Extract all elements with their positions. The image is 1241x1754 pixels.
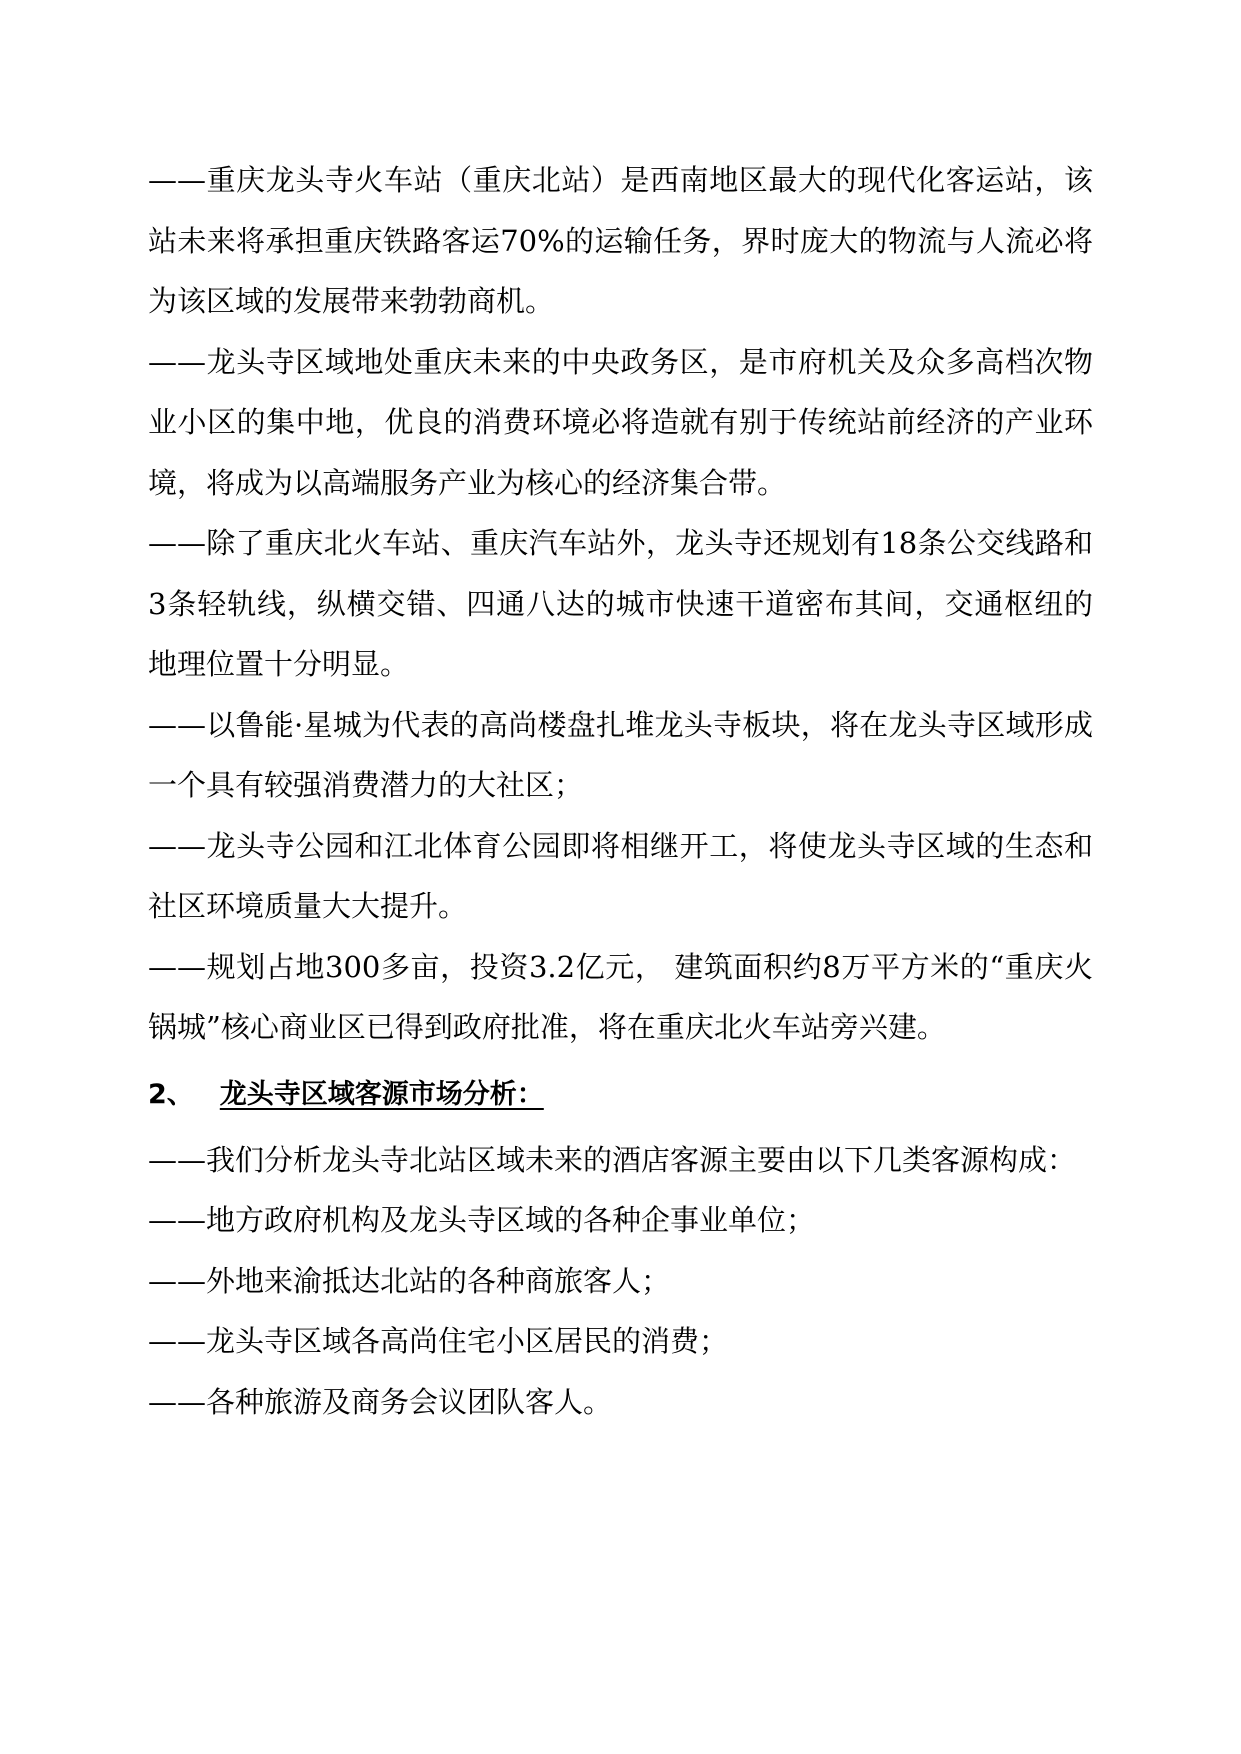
section-number: 2、: [148, 1078, 194, 1110]
paragraph-hotpot-city: ——规划占地300多亩，投资3.2亿元， 建筑面积约8万平方米的“重庆火锅城”核心商业区已得到政府批准，将在重庆北火车站旁兴建。: [148, 949, 1093, 1044]
section-title: 龙头寺区域客源市场分析：: [219, 1078, 544, 1110]
list-item: ——龙头寺区域各高尚住宅小区居民的消费；: [148, 1324, 729, 1358]
paragraph-source-intro: ——我们分析龙头寺北站区域未来的酒店客源主要由以下几类客源构成：: [148, 1142, 1077, 1177]
paragraph-transport-hub: ——除了重庆北火车站、重庆汽车站外，龙头寺还规划有18条公交线路和3条轻轨线，纵横交错、四通八达的城市快速干道密布其间，交通枢纽的地理位置十分明显。: [148, 526, 1093, 681]
list-item: ——地方政府机构及龙头寺区域的各种企事业单位；: [148, 1203, 816, 1237]
paragraph-luneng-star-city: ——以鲁能·星城为代表的高尚楼盘扎堆龙头寺板块，将在龙头寺区域形成一个具有较强消费潜力的大社区；: [148, 707, 1093, 802]
list-item: ——外地来渝抵达北站的各种商旅客人；: [148, 1263, 671, 1298]
paragraph-parks: ——龙头寺公园和江北体育公园即将相继开工，将使龙头寺区域的生态和社区环境质量大大提升。: [148, 828, 1093, 923]
paragraph-railway-station: ——重庆龙头寺火车站（重庆北站）是西南地区最大的现代化客运站，该站未来将承担重庆铁路客运70%的运输任务，界时庞大的物流与人流必将为该区域的发展带来勃勃商机。: [148, 163, 1093, 318]
document-page: [148, 150, 1093, 1432]
paragraph-government-district: ——龙头寺区域地处重庆未来的中央政务区，是市府机关及众多高档次物业小区的集中地，优良的消费环境必将造就有别于传统站前经济的产业环境，将成为以高端服务产业为核心的经济集合带。: [148, 344, 1093, 500]
section-heading: [148, 1066, 1093, 1124]
list-item: ——各种旅游及商务会议团队客人。: [148, 1384, 613, 1419]
